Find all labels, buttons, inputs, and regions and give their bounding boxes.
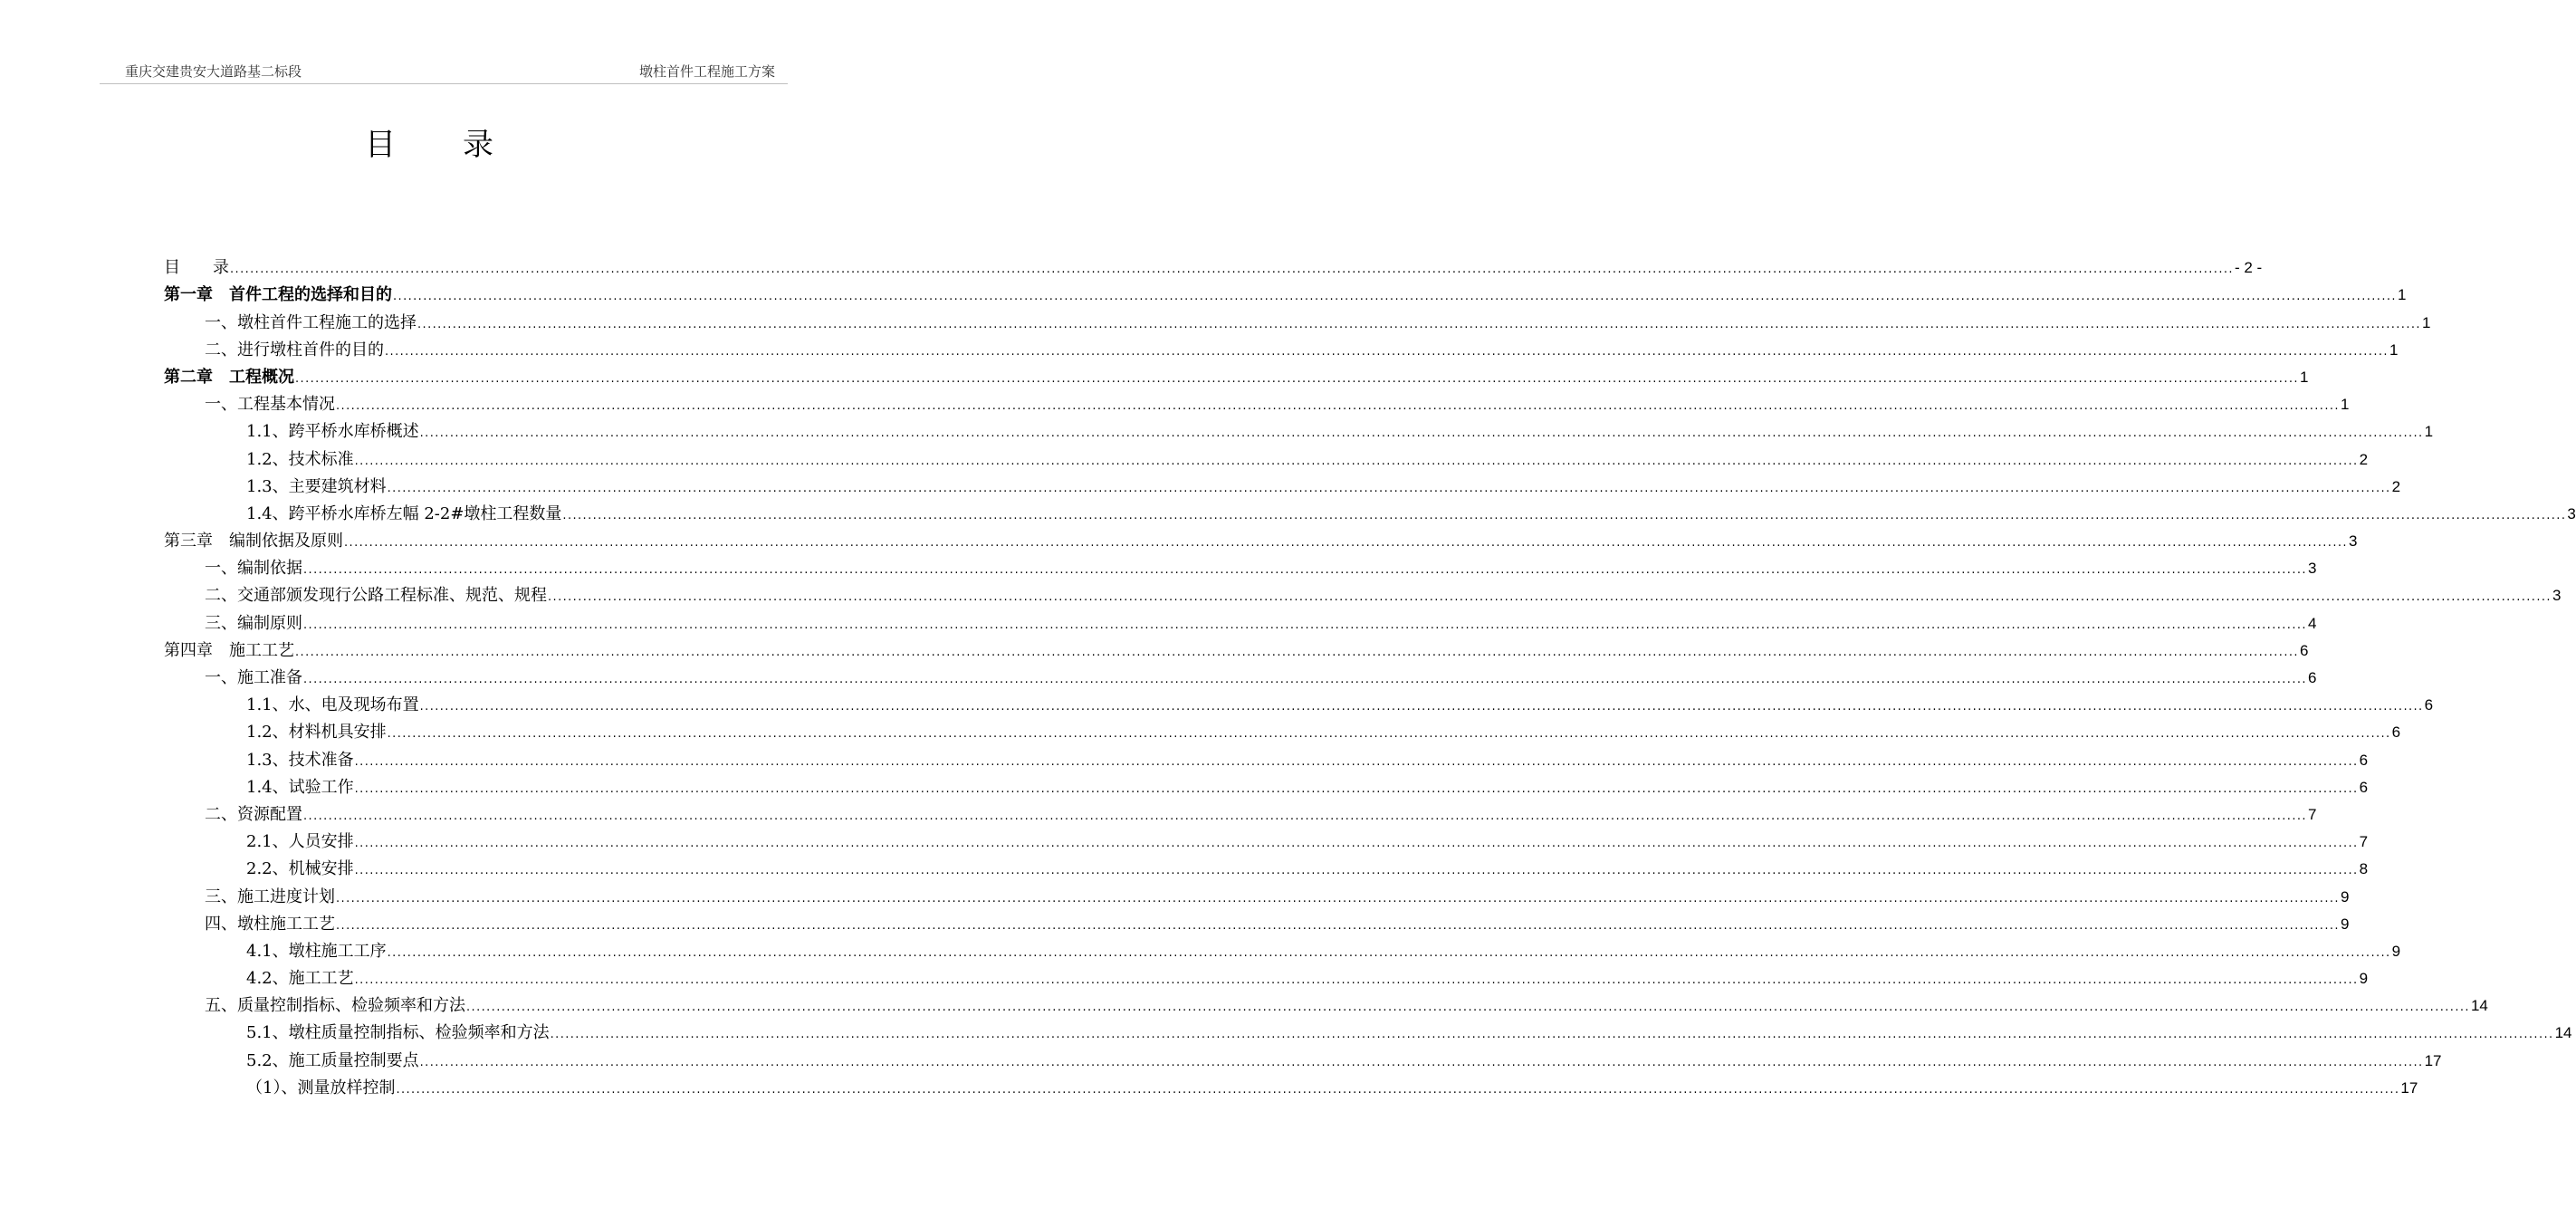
toc-entry-text: 五、质量控制指标、检验频率和方法	[205, 996, 465, 1016]
toc-entry-page: 17	[2424, 1051, 2442, 1069]
toc-entry[interactable]	[164, 442, 2369, 469]
toc-leader-dots: ................................................................................................................................................................................................................................................................................................................................................................................................................	[336, 399, 2340, 414]
table-of-contents	[164, 251, 2576, 1098]
toc-entry[interactable]	[164, 771, 2369, 798]
toc-entry[interactable]	[164, 278, 2407, 305]
toc-entry-text: 二、进行墩柱首件的目的	[205, 340, 384, 359]
toc-leader-dots: ................................................................................................................................................................................................................................................................................................................................................................................................................	[387, 481, 2391, 495]
toc-leader-dots: ................................................................................................................................................................................................................................................................................................................................................................................................................	[336, 891, 2340, 906]
toc-entry-page: 1	[2397, 286, 2407, 304]
toc-entry[interactable]	[164, 688, 2434, 715]
toc-entry-text: 第二章 工程概况	[164, 367, 294, 387]
toc-leader-dots: ................................................................................................................................................................................................................................................................................................................................................................................................................	[387, 945, 2391, 960]
toc-entry-page: 6	[2307, 669, 2317, 686]
toc-entry-page: 1	[2389, 340, 2399, 359]
toc-leader-dots: ................................................................................................................................................................................................................................................................................................................................................................................................................	[336, 918, 2340, 933]
toc-entry-text: 一、工程基本情况	[205, 395, 335, 415]
toc-entry-page: 4	[2307, 614, 2317, 632]
toc-leader-dots: ................................................................................................................................................................................................................................................................................................................................................................................................................	[230, 263, 2234, 277]
toc-entry-page: 3	[2348, 532, 2358, 551]
toc-entry-text: 1.4、试验工作	[246, 777, 354, 797]
toc-title: 目 录	[365, 127, 495, 163]
toc-entry-page: 6	[2359, 751, 2369, 769]
toc-entry-text: 2.1、人员安排	[246, 832, 354, 852]
toc-leader-dots: ................................................................................................................................................................................................................................................................................................................................................................................................................	[419, 700, 2424, 714]
toc-entry[interactable]	[164, 1043, 2442, 1070]
toc-leader-dots: ................................................................................................................................................................................................................................................................................................................................................................................................................	[417, 317, 2421, 331]
toc-entry[interactable]	[164, 579, 2562, 606]
toc-leader-dots: ................................................................................................................................................................................................................................................................................................................................................................................................................	[354, 973, 2359, 988]
toc-entry-text: 1.4、跨平桥水库桥左幅 2-2#墩柱工程数量	[246, 503, 562, 523]
toc-entry-page: 2	[2391, 477, 2401, 495]
toc-leader-dots: ................................................................................................................................................................................................................................................................................................................................................................................................................	[303, 563, 2307, 578]
toc-entry-text: 三、编制原则	[205, 613, 302, 633]
toc-entry-page: 3	[2307, 560, 2317, 578]
toc-entry-page: 6	[2299, 641, 2309, 659]
toc-entry-text: 5.2、施工质量控制要点	[246, 1050, 419, 1070]
toc-entry[interactable]	[164, 715, 2401, 743]
toc-entry-page: 6	[2424, 696, 2434, 714]
toc-entry-page: 14	[2554, 1024, 2572, 1042]
toc-entry[interactable]	[164, 251, 2263, 278]
toc-leader-dots: ................................................................................................................................................................................................................................................................................................................................................................................................................	[354, 781, 2359, 796]
toc-entry-text: 目 录	[164, 258, 229, 278]
toc-entry[interactable]	[164, 798, 2317, 825]
toc-entry-text: 1.3、技术准备	[246, 750, 354, 770]
toc-entry-page: 3	[2567, 504, 2576, 522]
toc-entry-text: 二、资源配置	[205, 804, 302, 824]
toc-leader-dots: ................................................................................................................................................................................................................................................................................................................................................................................................................	[295, 371, 2299, 386]
toc-leader-dots: ................................................................................................................................................................................................................................................................................................................................................................................................................	[354, 837, 2359, 851]
toc-leader-dots: ................................................................................................................................................................................................................................................................................................................................................................................................................	[562, 508, 2567, 522]
toc-entry-page: 6	[2359, 778, 2369, 796]
toc-leader-dots: ................................................................................................................................................................................................................................................................................................................................................................................................................	[396, 1082, 2400, 1097]
toc-entry-page: 6	[2391, 723, 2401, 742]
toc-entry[interactable]	[164, 497, 2576, 524]
toc-entry[interactable]	[164, 551, 2317, 579]
toc-entry[interactable]	[164, 360, 2309, 388]
toc-leader-dots: ................................................................................................................................................................................................................................................................................................................................................................................................................	[387, 727, 2391, 742]
toc-entry-text: 第三章 编制依据及原则	[164, 532, 343, 551]
toc-entry[interactable]	[164, 852, 2369, 879]
toc-leader-dots: ................................................................................................................................................................................................................................................................................................................................................................................................................	[354, 864, 2359, 878]
toc-leader-dots: ................................................................................................................................................................................................................................................................................................................................................................................................................	[344, 536, 2348, 551]
toc-leader-dots: ................................................................................................................................................................................................................................................................................................................................................................................................................	[303, 673, 2307, 686]
header-project-name: 重庆交建贵安大道路基二标段	[125, 63, 302, 80]
toc-entry[interactable]	[164, 305, 2431, 332]
toc-entry-page: 1	[2340, 396, 2350, 414]
toc-entry[interactable]	[164, 524, 2358, 551]
toc-entry[interactable]	[164, 634, 2309, 661]
toc-entry-page: 9	[2391, 942, 2401, 960]
toc-entry-page: 7	[2359, 833, 2369, 851]
toc-entry-page: 17	[2400, 1078, 2418, 1097]
toc-leader-dots: ................................................................................................................................................................................................................................................................................................................................................................................................................	[550, 1028, 2554, 1042]
toc-entry[interactable]	[164, 962, 2369, 989]
toc-entry-text: 1.2、技术标准	[246, 449, 354, 469]
toc-entry-text: 1.1、跨平桥水库桥概述	[246, 422, 419, 442]
toc-entry-page: 9	[2359, 970, 2369, 988]
toc-leader-dots: ................................................................................................................................................................................................................................................................................................................................................................................................................	[354, 754, 2359, 769]
toc-leader-dots: ................................................................................................................................................................................................................................................................................................................................................................................................................	[419, 1055, 2424, 1069]
toc-entry-page: 8	[2359, 860, 2369, 878]
toc-entry-text: （1）、测量放样控制	[246, 1078, 396, 1097]
toc-entry-text: 一、编制依据	[205, 559, 302, 579]
toc-entry-text: 4.1、墩柱施工工序	[246, 941, 387, 961]
toc-entry-text: 1.2、材料机具安排	[246, 723, 387, 743]
toc-entry-text: 三、施工进度计划	[205, 886, 335, 906]
toc-leader-dots: ................................................................................................................................................................................................................................................................................................................................................................................................................	[303, 618, 2307, 632]
toc-entry[interactable]	[164, 606, 2317, 633]
toc-leader-dots: ................................................................................................................................................................................................................................................................................................................................................................................................................	[419, 426, 2424, 441]
toc-entry-text: 1.3、主要建筑材料	[246, 476, 387, 496]
toc-leader-dots: ................................................................................................................................................................................................................................................................................................................................................................................................................	[548, 590, 2552, 605]
toc-entry-text: 1.1、水、电及现场布置	[246, 695, 419, 715]
toc-entry[interactable]	[164, 415, 2434, 442]
toc-entry-text: 4.2、施工工艺	[246, 969, 354, 989]
toc-entry-text: 第一章 首件工程的选择和目的	[164, 285, 392, 305]
toc-entry-page: 9	[2340, 915, 2350, 933]
toc-entry[interactable]	[164, 661, 2317, 688]
toc-entry[interactable]	[164, 1016, 2572, 1043]
toc-entry-page: - 2 -	[2234, 259, 2263, 277]
toc-entry[interactable]	[164, 470, 2401, 497]
toc-leader-dots: ................................................................................................................................................................................................................................................................................................................................................................................................................	[393, 290, 2397, 304]
toc-leader-dots: ................................................................................................................................................................................................................................................................................................................................................................................................................	[385, 344, 2389, 359]
toc-leader-dots: ................................................................................................................................................................................................................................................................................................................................................................................................................	[303, 809, 2307, 823]
toc-entry[interactable]	[164, 879, 2350, 906]
toc-leader-dots: ................................................................................................................................................................................................................................................................................................................................................................................................................	[295, 645, 2299, 659]
header-document-title: 墩柱首件工程施工方案	[638, 63, 775, 80]
toc-entry-text: 一、施工准备	[205, 668, 302, 687]
toc-entry-text: 一、墩柱首件工程施工的选择	[205, 312, 417, 332]
toc-leader-dots: ................................................................................................................................................................................................................................................................................................................................................................................................................	[354, 454, 2359, 468]
toc-entry-page: 1	[2421, 313, 2431, 331]
toc-entry-page: 1	[2424, 423, 2434, 441]
toc-entry-page: 14	[2470, 997, 2488, 1015]
toc-leader-dots: ................................................................................................................................................................................................................................................................................................................................................................................................................	[466, 1001, 2470, 1015]
toc-entry-text: 二、交通部颁发现行公路工程标准、规范、规程	[205, 586, 547, 606]
toc-entry-page: 3	[2552, 587, 2562, 605]
toc-entry-page: 7	[2307, 805, 2317, 823]
toc-entry[interactable]	[164, 825, 2369, 852]
toc-entry-text: 四、墩柱施工工艺	[205, 914, 335, 934]
toc-entry[interactable]	[164, 388, 2350, 415]
page-header	[100, 60, 788, 84]
toc-entry-page: 9	[2340, 887, 2350, 906]
toc-entry[interactable]	[164, 907, 2350, 934]
toc-entry-text: 第四章 施工工艺	[164, 640, 294, 660]
toc-entry[interactable]	[164, 934, 2401, 962]
toc-entry-page: 2	[2359, 450, 2369, 468]
toc-entry-text: 5.1、墩柱质量控制指标、检验频率和方法	[246, 1023, 550, 1043]
toc-entry[interactable]	[164, 743, 2369, 770]
toc-entry-text: 2.2、机械安排	[246, 859, 354, 879]
toc-entry[interactable]	[164, 333, 2399, 360]
toc-entry[interactable]	[164, 1071, 2418, 1098]
toc-entry-page: 1	[2299, 368, 2309, 386]
toc-entry[interactable]	[164, 989, 2488, 1016]
